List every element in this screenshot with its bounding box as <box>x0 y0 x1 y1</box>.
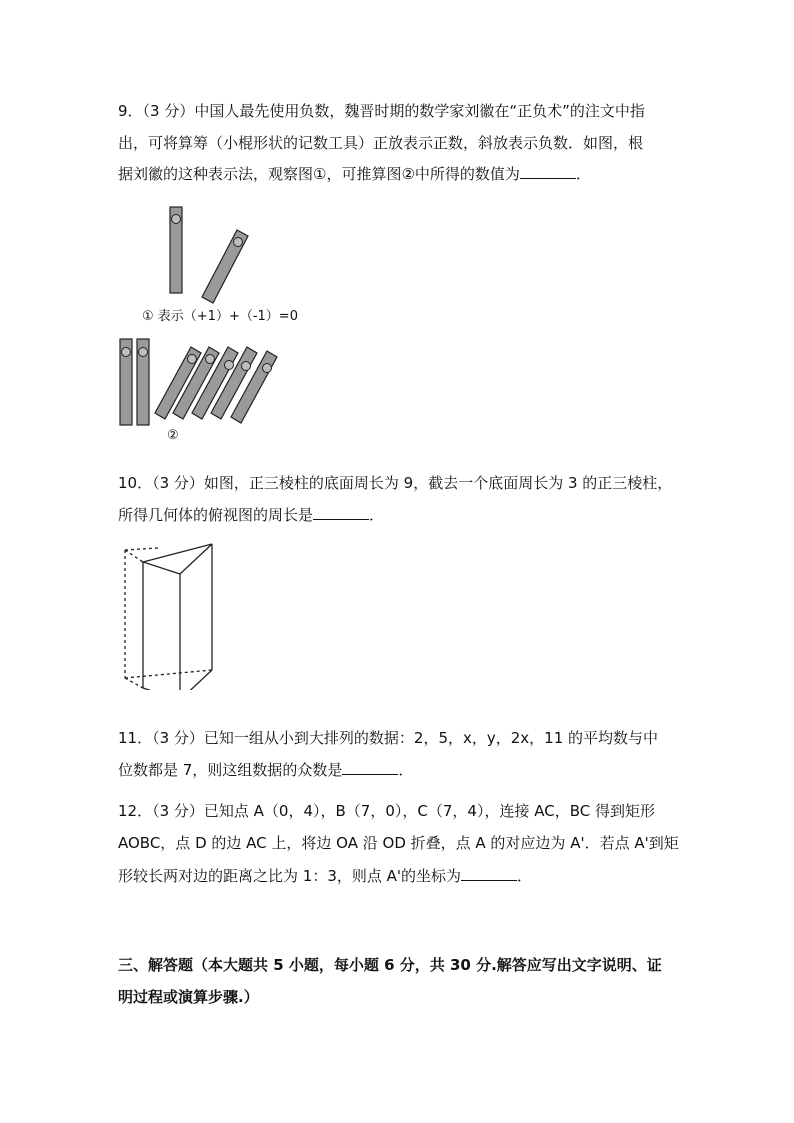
q10-line-2-end: ． <box>369 506 385 524</box>
figure-prism <box>118 540 218 690</box>
q12-line-2: AOBC，点 D 的边 AC 上，将边 OA 沿 OD 折叠，点 A 的对应边为 A'．若点 A'到矩 <box>118 834 679 852</box>
answer-blank-q10 <box>313 505 369 520</box>
dashed-edge <box>125 550 143 562</box>
q9-line-3-text: 据刘徽的这种表示法，观察图①，可推算图②中所得的数值为 <box>118 165 520 183</box>
section-3-heading-line-2: 明过程或演算步骤.） <box>118 988 259 1006</box>
figure-2-caption: ② <box>167 428 179 443</box>
rod-marker <box>234 238 243 247</box>
figure-1-caption: ① 表示（+1）+（-1）=0 <box>142 309 298 324</box>
q11-line-2 <box>118 760 413 780</box>
q9-line-1: 9．（3 分）中国人最先使用负数，魏晋时期的数学家刘徽在“正负术”的注文中指 <box>118 102 645 120</box>
q12-line-1: 12．（3 分）已知点 A（0，4），B（7，0），C（7，4），连接 AC，BC 得到矩形 <box>118 802 655 820</box>
answer-blank-q12 <box>461 866 517 881</box>
figure-2-counting-rods <box>115 335 290 430</box>
rod-marker <box>139 348 148 357</box>
dashed-edge <box>125 670 212 678</box>
q10-line-2-text: 所得几何体的俯视图的周长是 <box>118 506 314 524</box>
section-3-heading-line-1: 三、解答题（本大题共 5 小题，每小题 6 分，共 30 分.解答应写出文字说明、证 <box>118 956 662 974</box>
answer-blank-q11 <box>342 760 398 775</box>
rod-marker <box>172 215 181 224</box>
figure-1-counting-rods <box>160 205 260 305</box>
q9-line-2: 出，可将算筹（小棍形状的记数工具）正放表示正数，斜放表示负数．如图，根 <box>118 134 644 152</box>
q10-line-1: 10．（3 分）如图，正三棱柱的底面周长为 9，截去一个底面周长为 3 的正三棱柱， <box>118 474 673 492</box>
q9-line-3-end: ． <box>575 165 591 183</box>
rod-marker <box>122 348 131 357</box>
dashed-edge <box>125 678 143 688</box>
prism-edge <box>143 688 180 690</box>
q12-line-3 <box>118 866 532 886</box>
q10-line-2 <box>118 505 384 525</box>
q11-line-2-end: ． <box>398 761 414 779</box>
q12-line-3-end: ． <box>517 867 533 885</box>
dashed-edge <box>125 548 158 550</box>
q9-line-3 <box>118 164 591 184</box>
q11-line-1: 11．（3 分）已知一组从小到大排列的数据：2，5，x，y，2x，11 的平均数与中 <box>118 729 659 747</box>
prism-top-face <box>143 544 212 574</box>
q12-line-3-text: 形较长两对边的距离之比为 1：3，则点 A'的坐标为 <box>118 867 462 885</box>
answer-blank-q9 <box>520 164 576 179</box>
q11-line-2-text: 位数都是 7，则这组数据的众数是 <box>118 761 343 779</box>
